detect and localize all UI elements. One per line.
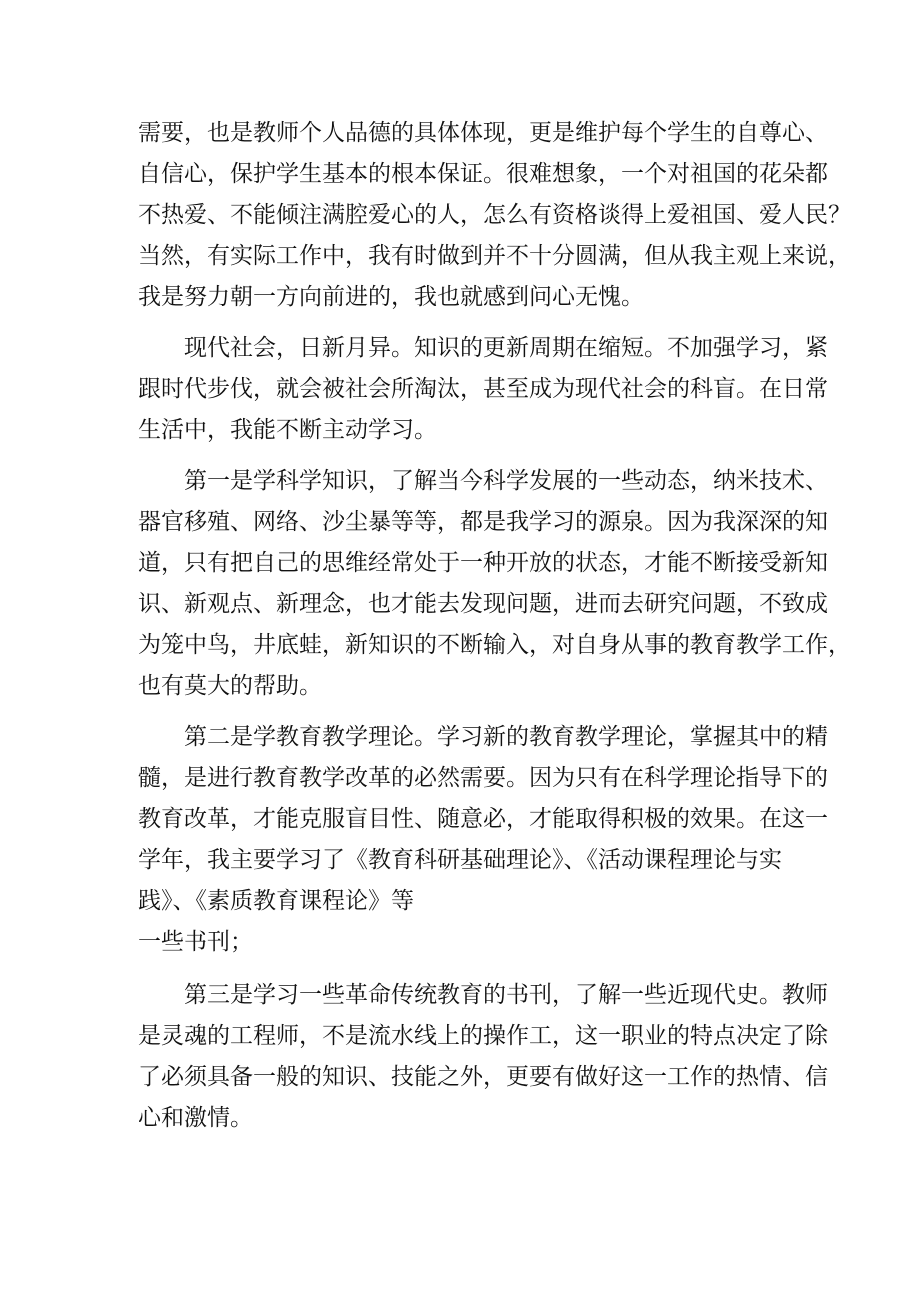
text-line: 第二是学教育教学理论。学习新的教育教学理论，掌握其中的精 xyxy=(184,724,828,750)
paragraph-5 xyxy=(138,922,788,963)
text-line: 心和激情。 xyxy=(138,1105,253,1131)
text-line: 生活中，我能不断主动学习。 xyxy=(138,417,437,443)
text-line: 一些书刊； xyxy=(138,929,253,955)
text-line: 第三是学习一些革命传统教育的书刊，了解一些近现代史。教师 xyxy=(184,982,828,1008)
document-body xyxy=(138,113,851,1139)
text-line: 也有莫大的帮助。 xyxy=(138,673,322,699)
text-line: 跟时代步伐，就会被社会所淘汰，甚至成为现代社会的科盲。在日常 xyxy=(138,376,828,402)
text-line: 识、新观点、新理念，也才能去发现问题，进而去研究问题，不致成 xyxy=(138,591,828,617)
text-line: 为笼中鸟，井底蛙，新知识的不断输入，对自身从事的教育教学工作， xyxy=(138,632,851,658)
paragraph-1 xyxy=(138,113,851,318)
text-line: 需要，也是教师个人品德的具体体现，更是维护每个学生的自尊心、 xyxy=(138,120,828,146)
text-line: 教育改革，才能克服盲目性、随意必，才能取得积极的效果。在这一 xyxy=(138,806,828,832)
text-line: 当然，有实际工作中，我有时做到并不十分圆满，但从我主观上来说， xyxy=(138,243,851,269)
paragraph-2 xyxy=(138,328,828,451)
text-line: 髓，是进行教育教学改革的必然需要。因为只有在科学理论指导下的 xyxy=(138,765,828,791)
text-line: 是灵魂的工程师，不是流水线上的操作工，这一职业的特点决定了除 xyxy=(138,1023,828,1049)
paragraph-6 xyxy=(138,975,828,1139)
text-line: 不热爱、不能倾注满腔爱心的人，怎么有资格谈得上爱祖国、爱人民？ xyxy=(138,202,851,228)
paragraph-4 xyxy=(138,717,828,922)
text-line: 学年，我主要学习了《教育科研基础理论》、《活动课程理论与实 xyxy=(138,847,782,873)
text-line: 我是努力朝一方向前进的，我也就感到问心无愧。 xyxy=(138,284,644,310)
text-line: 了必须具备一般的知识、技能之外，更要有做好这一工作的热情、信 xyxy=(138,1064,828,1090)
text-line: 道，只有把自己的思维经常处于一种开放的状态，才能不断接受新知 xyxy=(138,550,828,576)
paragraph-3 xyxy=(138,461,851,707)
text-line: 第一是学科学知识，了解当今科学发展的一些动态，纳米技术、 xyxy=(184,468,828,494)
text-line: 器官移殖、网络、沙尘暴等等，都是我学习的源泉。因为我深深的知 xyxy=(138,509,828,535)
text-line: 自信心，保护学生基本的根本保证。很难想象，一个对祖国的花朵都 xyxy=(138,161,828,187)
text-line: 现代社会，日新月异。知识的更新周期在缩短。不加强学习，紧 xyxy=(184,335,828,361)
text-line: 践》、《素质教育课程论》等 xyxy=(138,888,414,914)
